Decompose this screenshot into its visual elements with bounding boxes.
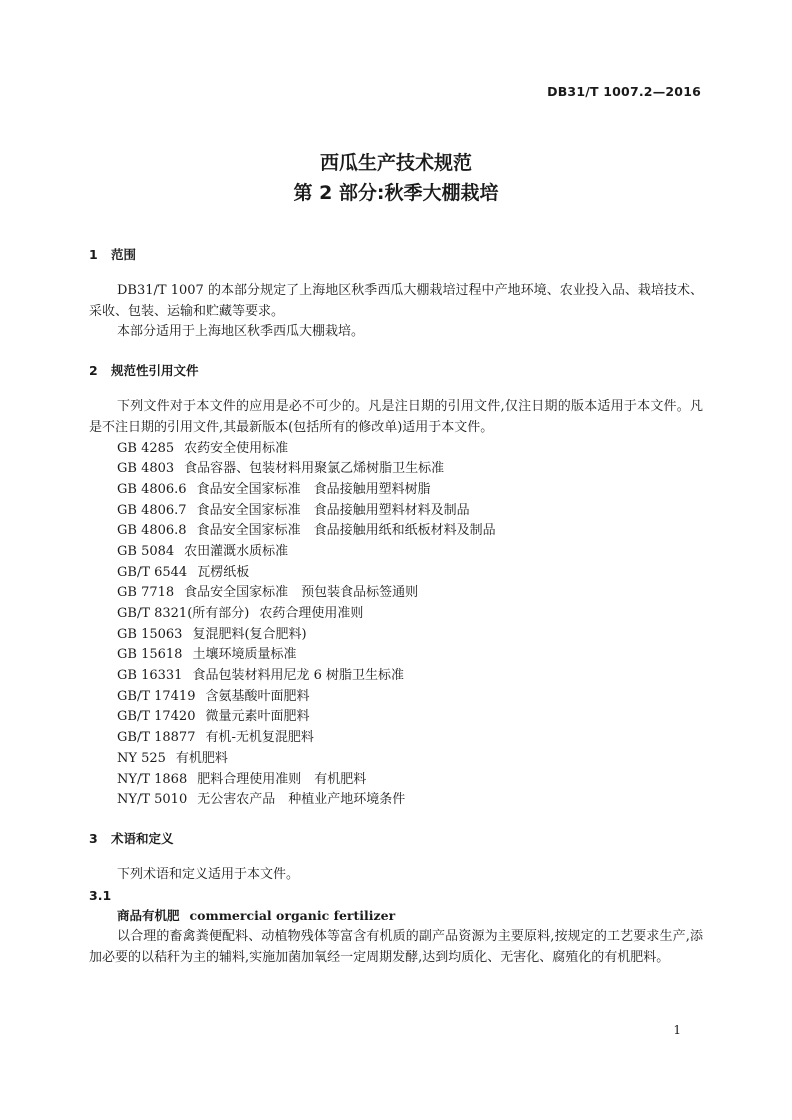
reference-title: 食品安全国家标准 预包装食品标签通则 (184, 585, 419, 601)
section-number: 2 (89, 363, 98, 379)
section-heading-scope (89, 243, 703, 267)
paragraph: 下列术语和定义适用于本文件。 (117, 866, 300, 882)
reference-code: GB 15063 (117, 626, 183, 642)
reference-title: 瓦楞纸板 (197, 564, 250, 580)
reference-list (89, 439, 703, 811)
reference-code: GB/T 18877 (117, 730, 196, 746)
reference-code: GB 15618 (117, 647, 183, 663)
reference-item (117, 501, 703, 522)
reference-title: 食品安全国家标准 食品接触用纸和纸板材料及制品 (196, 523, 496, 539)
reference-item (117, 625, 703, 646)
reference-title: 有机-无机复混肥料 (205, 730, 314, 746)
document-body (89, 243, 703, 968)
reference-item (117, 521, 703, 542)
reference-item (117, 583, 703, 604)
reference-title: 含氨基酸叶面肥料 (205, 688, 310, 704)
paragraph: 本部分适用于上海地区秋季西瓜大棚栽培。 (117, 324, 365, 340)
term-number: 3.1 (89, 887, 112, 903)
paragraph: 下列文件对于本文件的应用是必不可少的。凡是注日期的引用文件,仅注日期的版本适用于本文件。凡是不注日期的引用文件,其最新版本(包括所有的修改单)适用于本文件。 (89, 399, 703, 435)
reference-title: 无公害农产品 种植业产地环境条件 (197, 792, 406, 808)
reference-item (117, 666, 703, 687)
reference-item (117, 707, 703, 728)
reference-code: GB/T 17419 (117, 688, 196, 704)
term-name (89, 906, 703, 927)
reference-title: 农药合理使用准则 (259, 606, 364, 622)
reference-item (117, 439, 703, 460)
reference-title: 农田灌溉水质标准 (184, 543, 289, 559)
reference-item (117, 563, 703, 584)
reference-item (117, 645, 703, 666)
reference-title: 食品安全国家标准 食品接触用塑料树脂 (196, 481, 431, 497)
reference-item (117, 790, 703, 811)
section-number: 1 (89, 247, 98, 262)
reference-code: GB 7718 (117, 585, 175, 601)
reference-item (117, 604, 703, 625)
reference-item (117, 480, 703, 501)
reference-title: 食品安全国家标准 食品接触用塑料材料及制品 (196, 502, 470, 518)
reference-item (117, 687, 703, 708)
standard-code: DB31/T 1007.2—2016 (547, 84, 701, 99)
section-heading-terms-and-definitions (89, 827, 703, 851)
reference-title: 复混肥料(复合肥料) (192, 626, 307, 642)
reference-item (117, 542, 703, 563)
reference-code: GB/T 6544 (117, 564, 188, 580)
document-title (0, 148, 792, 208)
reference-title: 微量元素叶面肥料 (205, 709, 310, 725)
reference-code: GB/T 17420 (117, 709, 196, 725)
page-number: 1 (673, 1023, 681, 1037)
reference-title: 农药安全使用标准 (184, 440, 289, 456)
reference-code: GB 4806.7 (117, 502, 187, 518)
term-definition: 以合理的畜禽粪便配料、动植物残体等富含有机质的副产品资源为主要原料,按规定的工艺要求生产,添加必要的以秸秆为主的辅料,实施加菌加氧经一定周期发酵,达到均质化、无害化、腐殖化的有机肥料。 (89, 929, 703, 965)
reference-code: GB 4803 (117, 461, 175, 477)
reference-code: GB 16331 (117, 668, 183, 684)
term-name-english: commercial organic fertilizer (189, 908, 396, 924)
reference-item (117, 459, 703, 480)
reference-item (117, 749, 703, 770)
reference-title: 土壤环境质量标准 (192, 647, 297, 663)
reference-title: 食品容器、包装材料用聚氯乙烯树脂卫生标准 (184, 461, 445, 477)
reference-code: GB 5084 (117, 543, 175, 559)
reference-code: GB 4806.6 (117, 481, 187, 497)
reference-title: 肥料合理使用准则 有机肥料 (197, 771, 367, 787)
reference-code: NY 525 (117, 750, 166, 766)
section-title: 范围 (111, 247, 137, 262)
section-title: 术语和定义 (111, 830, 174, 846)
reference-item (117, 728, 703, 749)
reference-code: NY/T 1868 (117, 771, 188, 787)
reference-code: GB 4806.8 (117, 523, 187, 539)
reference-item (117, 770, 703, 791)
section-number: 3 (89, 830, 98, 846)
section-title: 规范性引用文件 (111, 363, 199, 379)
reference-code: GB/T 8321(所有部分) (117, 606, 250, 622)
reference-code: GB 4285 (117, 440, 175, 456)
section-heading-normative-references (89, 359, 703, 383)
term-name-chinese: 商品有机肥 (117, 908, 180, 924)
reference-code: NY/T 5010 (117, 792, 188, 808)
reference-title: 有机肥料 (175, 750, 228, 766)
reference-title: 食品包装材料用尼龙 6 树脂卫生标准 (192, 668, 404, 684)
title-line-1: 西瓜生产技术规范 (319, 152, 472, 174)
paragraph: DB31/T 1007 的本部分规定了上海地区秋季西瓜大棚栽培过程中产地环境、农业投入品、栽培技术、采收、包装、运输和贮藏等要求。 (89, 283, 703, 319)
title-line-2: 第 2 部分:秋季大棚栽培 (293, 182, 499, 204)
